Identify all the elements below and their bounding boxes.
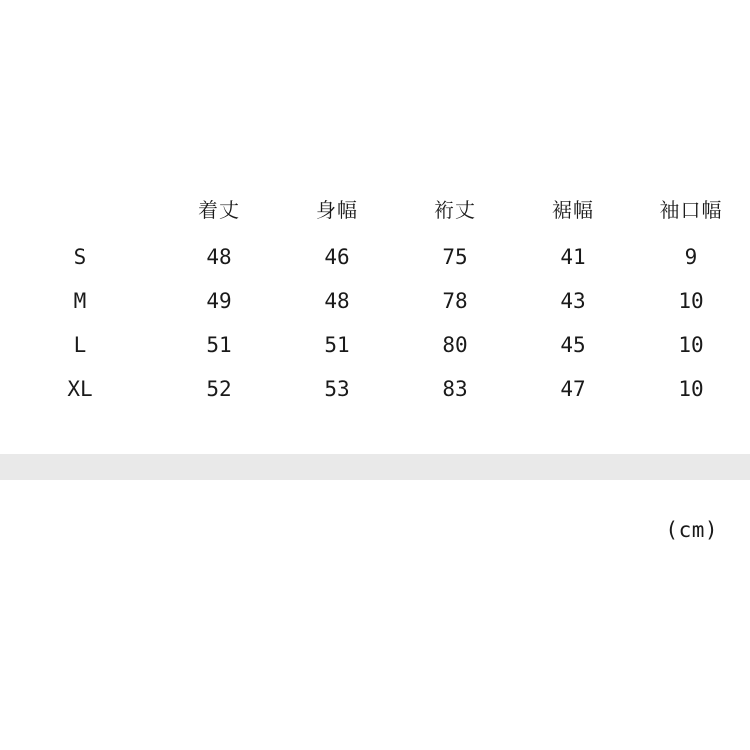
column-header-3: 裄丈 [434, 198, 476, 222]
cell-value: 46 [324, 245, 350, 269]
cell-value: 78 [442, 289, 468, 313]
table-row [0, 367, 750, 411]
cell-value: 52 [206, 377, 232, 401]
cell-value: 75 [442, 245, 468, 269]
table-row [0, 323, 750, 367]
table-corner-cell [0, 185, 160, 235]
cell-value: 10 [678, 377, 704, 401]
cell-value: 45 [560, 333, 586, 357]
cell-value: 9 [684, 245, 698, 269]
table-row [0, 279, 750, 323]
cell-value: 43 [560, 289, 586, 313]
row-header-size: XL [67, 377, 93, 401]
size-table [0, 185, 750, 411]
divider-band [0, 454, 750, 480]
cell-value: 51 [206, 333, 232, 357]
row-header-size: M [73, 289, 87, 313]
cell-value: 53 [324, 377, 350, 401]
column-header-5: 袖口幅 [659, 198, 723, 222]
cell-value: 80 [442, 333, 468, 357]
row-header-size: L [73, 333, 87, 357]
cell-value: 10 [678, 333, 704, 357]
unit-label: (cm) [665, 518, 718, 542]
cell-value: 47 [560, 377, 586, 401]
cell-value: 83 [442, 377, 468, 401]
column-header-2: 身幅 [316, 198, 358, 222]
table-header-row [0, 185, 750, 235]
column-header-4: 裾幅 [552, 198, 594, 222]
column-header-1: 着丈 [198, 198, 240, 222]
table-row [0, 235, 750, 279]
cell-value: 51 [324, 333, 350, 357]
cell-value: 49 [206, 289, 232, 313]
cell-value: 48 [324, 289, 350, 313]
cell-value: 41 [560, 245, 586, 269]
row-header-size: S [73, 245, 87, 269]
cell-value: 48 [206, 245, 232, 269]
cell-value: 10 [678, 289, 704, 313]
